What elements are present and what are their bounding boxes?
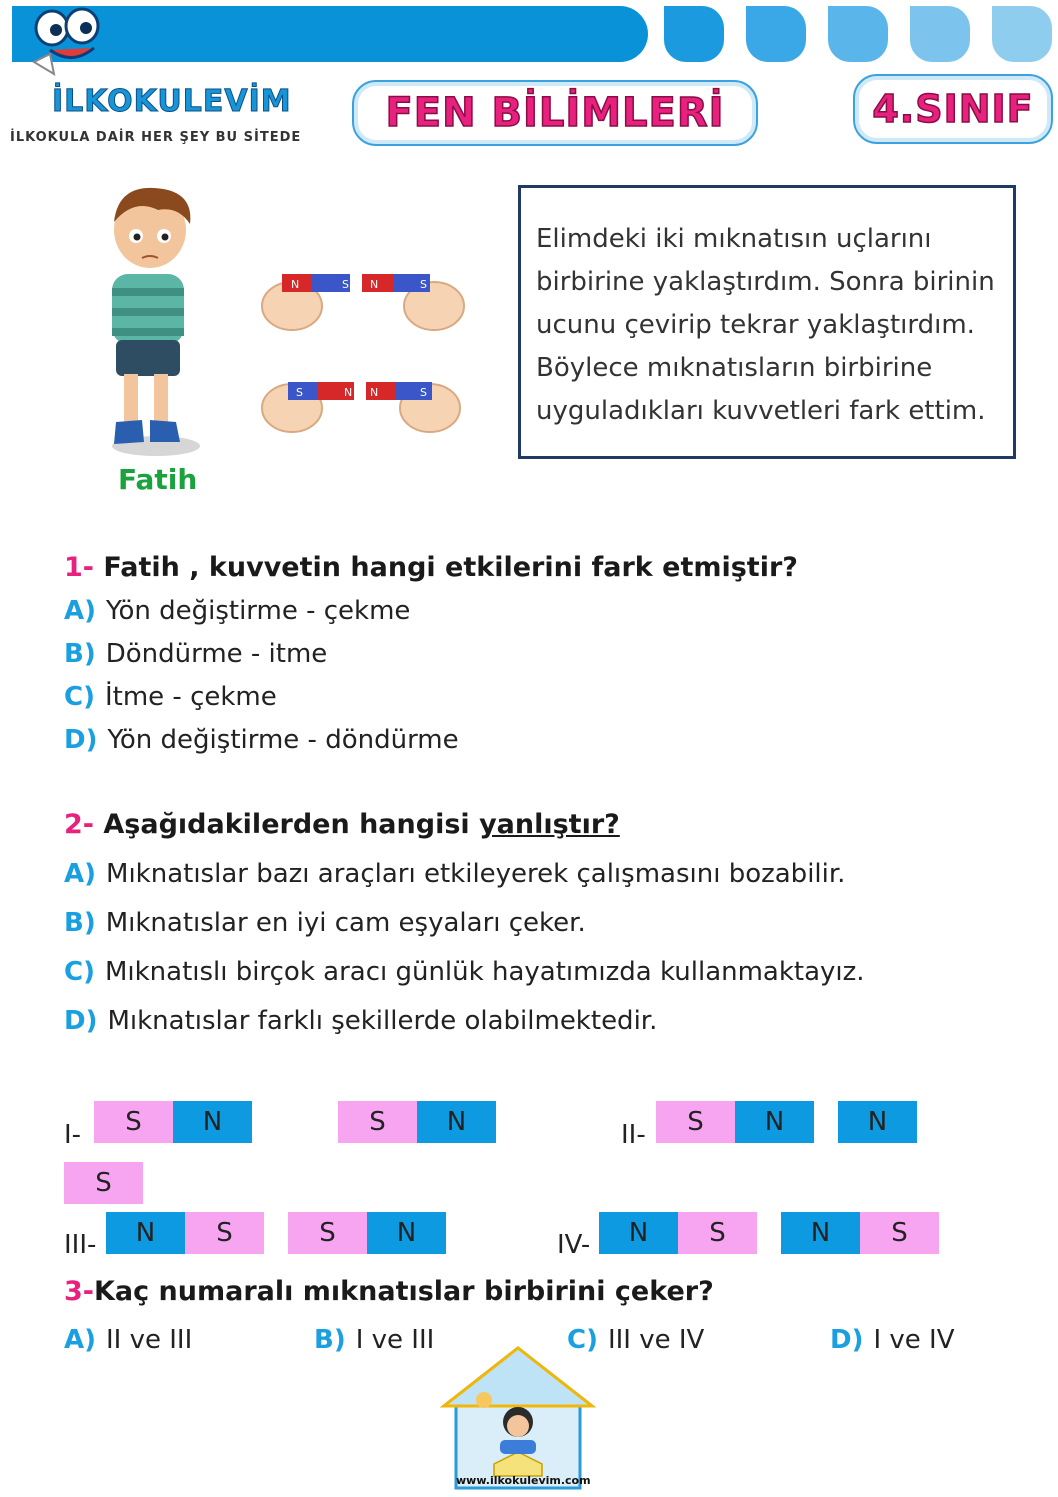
intro-line: Böylece mıknatısların birbirine: [536, 353, 933, 383]
magnet-pole: N: [599, 1212, 678, 1254]
boy-illustration: [98, 184, 208, 459]
answer-option[interactable]: [64, 682, 277, 712]
option-letter: D): [64, 725, 98, 755]
pair-label-iv: IV-: [557, 1230, 591, 1260]
option-letter: A): [64, 1325, 97, 1355]
magnet-pole-label: S: [342, 278, 349, 291]
question-number: 1-: [64, 552, 94, 583]
magnet-pole: S: [860, 1212, 939, 1254]
magnet-ii-left: [656, 1101, 814, 1143]
grade-box: [853, 74, 1053, 144]
magnet-pole: S: [185, 1212, 264, 1254]
magnet-pole: S: [288, 1212, 367, 1254]
header-tab: [664, 6, 724, 62]
question-number: 3-: [64, 1276, 94, 1307]
intro-line: birbirine yaklaştırdım. Sonra birinin: [536, 267, 995, 297]
brand-logo-text: İLKOKULEVİM: [52, 84, 292, 119]
magnet-pole-label: S: [420, 278, 427, 291]
option-text: II ve III: [106, 1325, 193, 1355]
answer-option[interactable]: [64, 1325, 192, 1355]
intro-line: Elimdeki iki mıknatısın uçlarını: [536, 224, 932, 254]
magnet-i-right: [338, 1101, 496, 1143]
option-text: Mıknatıslar en iyi cam eşyaları çeker.: [105, 908, 586, 938]
header-tab: [746, 6, 806, 62]
option-letter: B): [64, 908, 96, 938]
magnet-pole-label: S: [420, 386, 427, 399]
house-logo-icon: [440, 1344, 596, 1494]
option-text: I ve III: [355, 1325, 435, 1355]
question-number: 2-: [64, 809, 94, 840]
option-text: Yön değiştirme - çekme: [106, 596, 411, 626]
question-keyword: yanlıştır?: [479, 809, 620, 840]
magnet-pole-label: N: [370, 278, 379, 291]
magnet-pole: S: [678, 1212, 757, 1254]
option-letter: A): [64, 596, 97, 626]
question-3: [64, 1276, 714, 1307]
magnet-iii-right: [288, 1212, 446, 1254]
header-tab: [992, 6, 1052, 62]
answer-option[interactable]: [64, 725, 459, 755]
magnet-pole: N: [367, 1212, 446, 1254]
intro-line: uyguladıkları kuvvetleri fark ettim.: [536, 396, 986, 426]
magnet-pole-label: N: [370, 386, 379, 399]
option-text: I ve IV: [873, 1325, 955, 1355]
pair-label-iii: III-: [64, 1230, 97, 1260]
pair-label-i: I-: [64, 1120, 82, 1150]
brand-tagline: İLKOKULA DAİR HER ŞEY BU SİTEDE: [10, 130, 302, 145]
question-1: [64, 552, 798, 583]
option-letter: A): [64, 859, 97, 889]
header-tab: [828, 6, 888, 62]
option-text: Mıknatıslar farklı şekillerde olabilmektedir.: [107, 1006, 658, 1036]
magnet-ii-right-bottom: [64, 1162, 143, 1204]
magnet-pole: S: [338, 1101, 417, 1143]
magnet-pole-label: N: [291, 278, 300, 291]
mascot-logo-icon: [28, 4, 108, 80]
option-text: III ve IV: [607, 1325, 705, 1355]
magnet-pole: N: [417, 1101, 496, 1143]
option-letter: D): [830, 1325, 864, 1355]
option-letter: B): [314, 1325, 346, 1355]
option-text: Mıknatıslar bazı araçları etkileyerek çalışmasını bozabilir.: [106, 859, 846, 889]
option-text: Mıknatıslı birçok aracı günlük hayatımızda kullanmaktayız.: [104, 957, 865, 987]
question-text: Fatih , kuvvetin hangi etkilerini fark etmiştir?: [103, 552, 798, 583]
magnet-i-left: [94, 1101, 252, 1143]
answer-option[interactable]: [830, 1325, 955, 1355]
magnet-iv-right: [781, 1212, 939, 1254]
answer-option[interactable]: [64, 1006, 657, 1036]
question-2: [64, 809, 620, 840]
grade-label: 4.SINIF: [872, 87, 1034, 131]
character-name: Fatih: [118, 463, 198, 496]
answer-option[interactable]: [64, 596, 410, 626]
answer-option[interactable]: [64, 639, 327, 669]
subject-title-box: [352, 80, 758, 146]
magnet-iv-left: [599, 1212, 757, 1254]
question-text: Kaç numaralı mıknatıslar birbirini çeker?: [94, 1276, 714, 1307]
magnet-pole: N: [781, 1212, 860, 1254]
answer-option[interactable]: [64, 908, 586, 938]
magnet-pole-label: N: [344, 386, 353, 399]
magnet-pole: N: [838, 1101, 917, 1143]
subject-title: FEN BİLİMLERİ: [385, 90, 725, 136]
option-letter: D): [64, 1006, 98, 1036]
answer-option[interactable]: [64, 957, 865, 987]
intro-line: ucunu çevirip tekrar yaklaştırdım.: [536, 310, 975, 340]
answer-option[interactable]: [64, 859, 845, 889]
magnet-pole: N: [173, 1101, 252, 1143]
magnet-pole: S: [94, 1101, 173, 1143]
magnet-pole-label: S: [296, 386, 303, 399]
magnet-pole: N: [106, 1212, 185, 1254]
footer-url: www.ilkokulevim.com: [456, 1474, 591, 1487]
option-letter: C): [64, 682, 95, 712]
option-letter: C): [567, 1325, 598, 1355]
magnet-pole: S: [656, 1101, 735, 1143]
option-text: İtme - çekme: [104, 682, 277, 712]
magnets-hands-illustration: [258, 248, 468, 438]
option-letter: C): [64, 957, 95, 987]
option-text: Yön değiştirme - döndürme: [107, 725, 459, 755]
option-text: Döndürme - itme: [105, 639, 328, 669]
magnet-ii-right-top: [838, 1101, 917, 1143]
magnet-iii-left: [106, 1212, 264, 1254]
magnet-pole: S: [64, 1162, 143, 1204]
intro-text-box: [518, 185, 1016, 459]
answer-option[interactable]: [314, 1325, 434, 1355]
pair-label-ii: II-: [621, 1120, 646, 1150]
magnet-pole: N: [735, 1101, 814, 1143]
question-text: Aşağıdakilerden hangisi: [103, 809, 470, 840]
header-tab: [910, 6, 970, 62]
option-letter: B): [64, 639, 96, 669]
